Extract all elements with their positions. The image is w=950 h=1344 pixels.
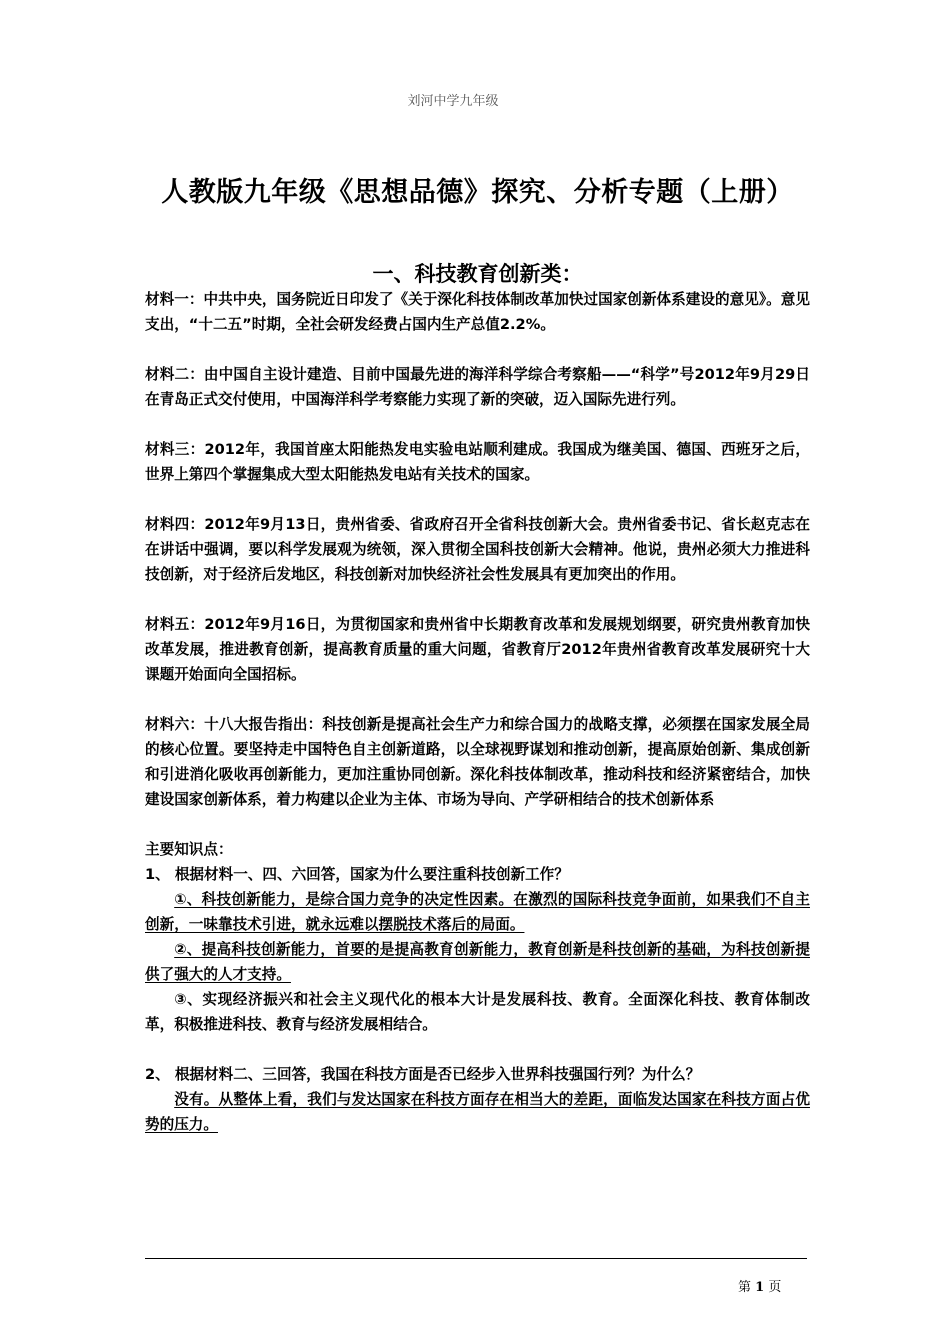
material-6: 材料六：十八大报告指出：科技创新是提高社会生产力和综合国力的战略支撑，必须摆在国家发展全局的核心位置。要坚持走中国特色自主创新道路，以全球视野谋划和推动创新，提高原始创新、集成创新和引进消化吸收再创新能力，更加注重协同创新。深化科技体制改革，推动科技和经济紧密结合，加快建设国家创新体系，着力构建以企业为主体、市场为导向、产学研相结合的技术创新体系: [145, 716, 810, 808]
section-title: 一、科技教育创新类：: [372, 262, 583, 286]
answer-1-1: [145, 887, 810, 937]
page-number: [738, 1276, 781, 1295]
page-number-value: 1: [755, 1280, 765, 1295]
footer-divider: [145, 1258, 807, 1259]
document-body: [145, 287, 810, 1137]
material-1: 材料一：中共中央，国务院近日印发了《关于深化科技体制改革加快过国家创新体系建设的意见》。意见支出，“十二五”时期，全社会研发经费占国内生产总值2.2%。: [145, 291, 810, 333]
answer-2: [145, 1087, 810, 1137]
answer-2-text: 没有。从整体上看，我们与发达国家在科技方面存在相当大的差距，面临发达国家在科技方面占优势的压力。: [145, 1091, 810, 1133]
page-number-suffix: 页: [768, 1280, 782, 1295]
answer-1-3: ③、实现经济振兴和社会主义现代化的根本大计是发展科技、教育。全面深化科技、教育体制改革，积极推进科技、教育与经济发展相结合。: [145, 991, 810, 1033]
knowledge-heading: 主要知识点：: [145, 841, 233, 858]
page-number-prefix: 第: [738, 1280, 752, 1295]
material-2: 材料二：由中国自主设计建造、目前中国最先进的海洋科学综合考察船——“科学”号2012年9月29日在青岛正式交付使用，中国海洋科学考察能力实现了新的突破，迈入国际先进行列。: [145, 366, 810, 408]
question-2: 2、 根据材料二、三回答，我国在科技方面是否已经步入世界科技强国行列？为什么？: [145, 1066, 701, 1083]
answer-1-2: [145, 937, 810, 987]
answer-1-2-text: ②、提高科技创新能力，首要的是提高教育创新能力，教育创新是科技创新的基础，为科技创新提供了强大的人才支持。: [145, 941, 810, 983]
material-4: 材料四：2012年9月13日，贵州省委、省政府召开全省科技创新大会。贵州省委书记、省长赵克志在在讲话中强调，要以科学发展观为统领，深入贯彻全国科技创新大会精神。他说，贵州必须大力推进科技创新，对于经济后发地区，科技创新对加快经济社会性发展具有更加突出的作用。: [145, 516, 810, 583]
document-title: 人教版九年级《思想品德》探究、分析专题（上册）: [161, 177, 794, 208]
material-3: 材料三：2012年，我国首座太阳能热发电实验电站顺利建成。我国成为继美国、德国、西班牙之后，世界上第四个掌握集成大型太阳能热发电站有关技术的国家。: [145, 441, 810, 483]
question-1: 1、 根据材料一、四、六回答，国家为什么要注重科技创新工作？: [145, 866, 569, 883]
material-5: 材料五：2012年9月16日，为贯彻国家和贵州省中长期教育改革和发展规划纲要，研究贵州教育加快改革发展，推进教育创新，提高教育质量的重大问题，省教育厅2012年贵州省教育改革发展研究十大课题开始面向全国招标。: [145, 616, 810, 683]
answer-1-1-text: ①、科技创新能力，是综合国力竞争的决定性因素。在激烈的国际科技竞争面前，如果我们不自主创新，一味靠技术引进，就永远难以摆脱技术落后的局面。: [145, 891, 810, 933]
page-header: 刘河中学九年级: [407, 94, 499, 109]
